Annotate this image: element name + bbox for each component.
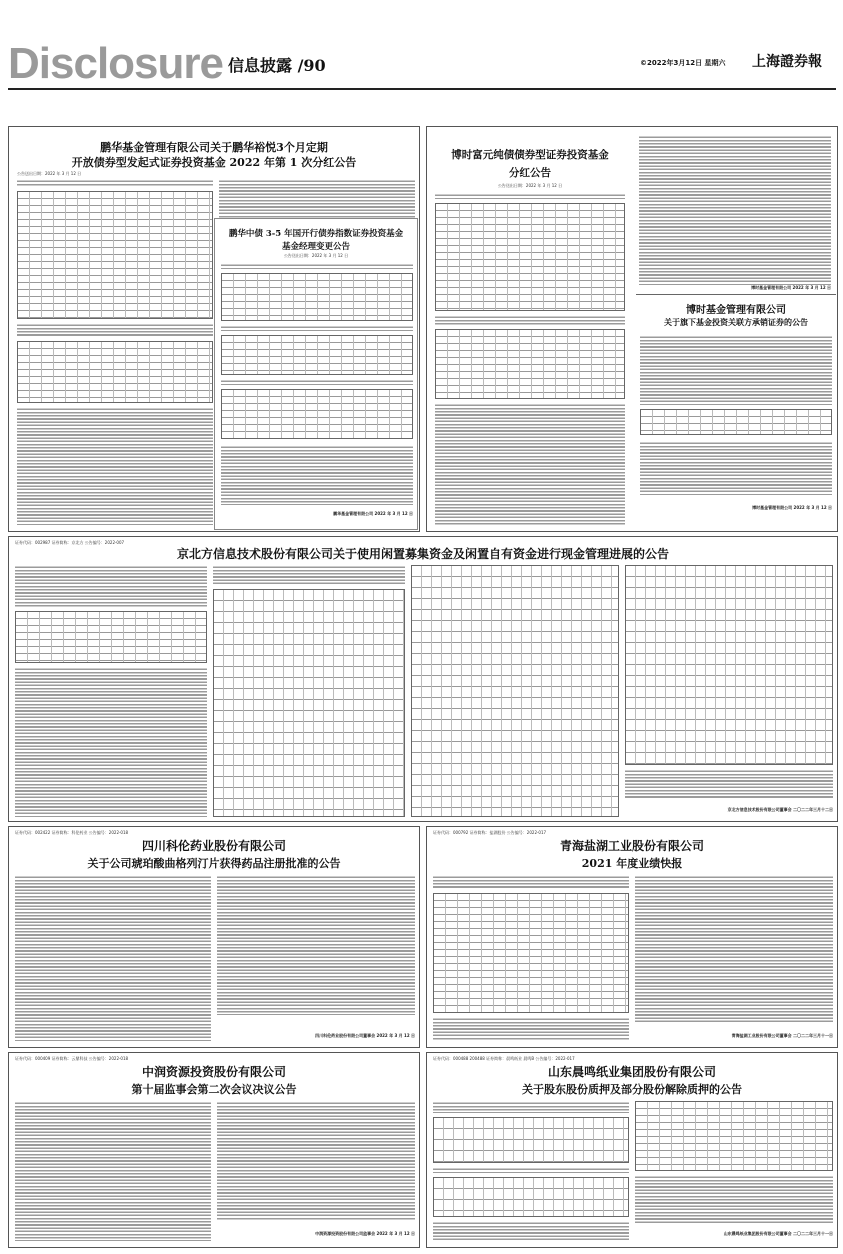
article-title-line: 博时基金管理有限公司 [686, 305, 786, 316]
article-title-line: 中润资源投资股份有限公司 [141, 1065, 286, 1079]
text-block [639, 135, 831, 285]
text-block [435, 315, 625, 325]
text-block [221, 379, 413, 385]
text-block [640, 335, 832, 405]
article-signature: 中润资源投资股份有限公司监事会 2022 年 3 月 12 日 [315, 1231, 415, 1236]
article-tag: 证券代码：002422 证券简称：科伦药业 公告编号：2022-018 [15, 830, 129, 835]
text-block [640, 441, 832, 495]
text-block [17, 323, 213, 337]
data-table [435, 203, 625, 311]
article-tag: 证券代码：000792 证券简称：盐湖股份 公告编号：2022-017 [433, 830, 547, 835]
text-block [433, 1167, 629, 1173]
article-tag: 证券代码：000488 200488 证券简称：晨鸣纸业 晨鸣B 公告编号：2022-017 [433, 1056, 575, 1061]
article-title-line: 关于旗下基金投资关联方承销证券的公告 [664, 317, 808, 327]
article-title-line: 鹏华基金管理有限公司关于鹏华裕悦3个月定期 [100, 141, 328, 154]
article-title-line: 青海盐湖工业股份有限公司 [559, 839, 704, 853]
text-block [635, 1175, 833, 1223]
article-subtitle: 公告送出日期：2022 年 3 月 12 日 [17, 171, 82, 176]
text-block [213, 565, 405, 585]
article-subtitle: 公告送出日期：2022 年 3 月 12 日 [497, 183, 563, 188]
article-title-line: 关于公司琥珀酸曲格列汀片获得药品注册批准的公告 [87, 857, 341, 870]
article-title-line: 基金经理变更公告 [281, 242, 350, 252]
article-title-line: 2021 年度业绩快报 [581, 857, 683, 870]
text-block [433, 1101, 629, 1113]
text-block [435, 193, 625, 199]
article-title-line: 山东晨鸣纸业集团股份有限公司 [547, 1065, 716, 1079]
article-title-line: 京北方信息技术股份有限公司关于使用闲置募集资金及闲置自有资金进行现金管理进展的公告 [176, 547, 669, 561]
article-signature: 博时基金管理有限公司 2022 年 3 月 12 日 [751, 285, 831, 290]
text-block [433, 875, 629, 889]
article-bosera-related-party [636, 294, 836, 530]
article-title-line: 分红公告 [509, 167, 551, 179]
issue-date: ©2022年3月12日 星期六 [640, 59, 726, 67]
data-table [221, 389, 413, 439]
article-tag: 证券代码：002987 证券简称：京北方 公告编号：2022-007 [15, 540, 125, 545]
data-table [221, 335, 413, 375]
text-block [15, 667, 207, 817]
article-signature: 京北方信息技术股份有限公司董事会 二〇二二年三月十二日 [727, 807, 833, 812]
article-title-line: 开放债券型发起式证券投资基金 2022 年第 1 次分红公告 [71, 156, 357, 169]
article-signature: 鹏华基金管理有限公司 2022 年 3 月 12 日 [333, 511, 413, 516]
newspaper-name: 上海證券報 [752, 54, 822, 70]
data-table [433, 1177, 629, 1217]
section-title: 信息披露 /90 [228, 56, 326, 75]
article-zhongrun [8, 1052, 420, 1248]
text-block [221, 263, 413, 269]
text-block [435, 403, 625, 525]
article-salt-lake [426, 826, 838, 1048]
article-title-line: 博时富元纯债债券型证券投资基金 [451, 149, 609, 161]
article-signature: 青海盐湖工业股份有限公司董事会 二〇二二年三月十一日 [731, 1033, 833, 1038]
article-signature: 博时基金管理有限公司 2022 年 3 月 12 日 [752, 505, 832, 510]
text-block [17, 179, 213, 187]
data-table [640, 409, 832, 435]
data-table [17, 341, 213, 403]
text-block [635, 875, 833, 1023]
masthead [0, 0, 843, 86]
masthead-rule [8, 88, 836, 90]
data-table [435, 329, 625, 399]
text-block [217, 875, 415, 1015]
data-table [411, 565, 619, 817]
article-kelun [8, 826, 420, 1048]
article-chenming [426, 1052, 838, 1248]
data-table [433, 893, 629, 1013]
article-title-line: 第十届监事会第二次会议决议公告 [131, 1083, 297, 1096]
article-subtitle: 公告送出日期：2022 年 3 月 12 日 [283, 253, 349, 258]
text-block [15, 565, 207, 607]
masthead-logo: Disclosure [8, 39, 223, 88]
data-table [17, 191, 213, 319]
text-block [15, 1101, 211, 1241]
data-table [213, 589, 405, 817]
text-block [217, 1101, 415, 1221]
text-block [221, 325, 413, 331]
article-title-line: 关于股东股份质押及部分股份解除质押的公告 [522, 1083, 742, 1096]
article-penghua-manager-change [214, 218, 418, 530]
text-block [433, 1017, 629, 1041]
data-table [433, 1117, 629, 1163]
text-block [15, 875, 211, 1041]
article-tag: 证券代码：000409 证券简称：云鼎科技 公告编号：2022-018 [15, 1056, 129, 1061]
article-signature: 四川科伦药业股份有限公司董事会 2022 年 3 月 12 日 [315, 1033, 415, 1038]
data-table [221, 273, 413, 321]
article-title-line: 四川科伦药业股份有限公司 [141, 839, 286, 853]
text-block [17, 407, 213, 525]
data-table [15, 611, 207, 663]
text-block [221, 445, 413, 505]
data-table [635, 1101, 833, 1171]
data-table [625, 565, 833, 765]
text-block [433, 1221, 629, 1241]
article-title-line: 鹏华中债 3-5 年国开行债券指数证券投资基金 [228, 229, 404, 239]
article-jingbeifang [8, 536, 838, 822]
text-block [625, 769, 833, 799]
article-signature: 山东晨鸣纸业集团股份有限公司董事会 二〇二二年三月十一日 [723, 1231, 833, 1236]
